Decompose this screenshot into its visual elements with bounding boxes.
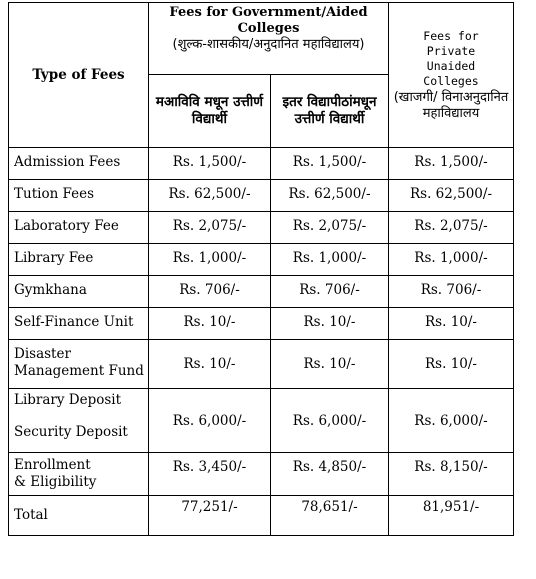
- fee-type-label: Library Deposit: [14, 392, 122, 408]
- fee-type-label: Self-Finance Unit: [9, 308, 149, 340]
- fee-value: Rs. 1,500/-: [389, 148, 514, 180]
- fee-value: Rs. 2,075/-: [389, 212, 514, 244]
- fee-value: Rs. 1,500/-: [271, 148, 389, 180]
- fee-type-label: Tution Fees: [9, 180, 149, 212]
- total-label: Total: [9, 496, 149, 536]
- deposit-labels: [9, 389, 149, 453]
- gov-aided-marathi: (शुल्क-शासकीय/अनुदानित महाविद्यालय): [172, 37, 365, 52]
- fees-table: [8, 2, 514, 536]
- fee-value: Rs. 1,500/-: [149, 148, 271, 180]
- fee-value: Rs. 1,000/-: [389, 244, 514, 276]
- table-row: [9, 276, 514, 308]
- fee-value: Rs. 62,500/-: [149, 180, 271, 212]
- total-value: 81,951/-: [389, 496, 514, 536]
- fee-value: Rs. 6,000/-: [389, 389, 514, 453]
- fee-value: Rs. 8,150/-: [389, 453, 514, 496]
- fee-value: Rs. 62,500/-: [271, 180, 389, 212]
- fee-type-label: Admission Fees: [9, 148, 149, 180]
- fee-type-label: Library Fee: [9, 244, 149, 276]
- fee-value: Rs. 2,075/-: [149, 212, 271, 244]
- header-row: [9, 3, 514, 75]
- fee-value: Rs. 10/-: [271, 308, 389, 340]
- fee-value: Rs. 6,000/-: [149, 389, 271, 453]
- gov-aided-title: Fees for Government/Aided Colleges: [169, 5, 368, 36]
- table-row: [9, 389, 514, 453]
- total-value: 78,651/-: [271, 496, 389, 536]
- fee-type-label: Laboratory Fee: [9, 212, 149, 244]
- fee-value: Rs. 706/-: [149, 276, 271, 308]
- mauhs-students-header: मआविवि मधून उत्तीर्ण विद्यार्थी: [149, 75, 271, 148]
- private-marathi: (खाजगी/ विनाअनुदानित महाविद्यालय: [393, 90, 509, 121]
- fee-value: Rs. 3,450/-: [149, 453, 271, 496]
- other-university-students-header: इतर विद्यापीठांमधून उत्तीर्ण विद्यार्थी: [271, 75, 389, 148]
- fee-value: Rs. 706/-: [389, 276, 514, 308]
- gov-aided-header: [149, 3, 389, 75]
- table-row: [9, 308, 514, 340]
- fee-value: Rs. 62,500/-: [389, 180, 514, 212]
- type-of-fees-header: Type of Fees: [9, 3, 149, 148]
- private-title-line: Colleges: [423, 74, 479, 88]
- fee-value: Rs. 1,000/-: [271, 244, 389, 276]
- private-title-line: Unaided: [426, 59, 476, 73]
- fee-value: Rs. 10/-: [149, 340, 271, 389]
- fee-value: Rs. 10/-: [389, 340, 514, 389]
- table-row: [9, 244, 514, 276]
- fee-type-label: Enrollment: [14, 457, 91, 473]
- fee-type-label: Disaster Management Fund: [9, 340, 149, 389]
- table-row: [9, 180, 514, 212]
- table-row: [9, 212, 514, 244]
- fee-value: Rs. 10/-: [271, 340, 389, 389]
- private-title-line: Private: [426, 44, 476, 58]
- fee-type-label: Gymkhana: [9, 276, 149, 308]
- fee-value: Rs. 4,850/-: [271, 453, 389, 496]
- total-row: [9, 496, 514, 536]
- table-row: [9, 453, 514, 496]
- fee-value: Rs. 706/-: [271, 276, 389, 308]
- fee-value: Rs. 10/-: [389, 308, 514, 340]
- table-row: [9, 148, 514, 180]
- fee-value: Rs. 1,000/-: [149, 244, 271, 276]
- fee-value: Rs. 6,000/-: [271, 389, 389, 453]
- private-title-line: Fees for: [423, 29, 479, 43]
- fee-value: Rs. 2,075/-: [271, 212, 389, 244]
- total-value: 77,251/-: [149, 496, 271, 536]
- private-unaided-header: [389, 3, 514, 148]
- fee-value: Rs. 10/-: [149, 308, 271, 340]
- fee-type-label: Security Deposit: [14, 424, 128, 440]
- enrollment-labels: [9, 453, 149, 496]
- fee-type-label: & Eligibility: [14, 474, 97, 490]
- table-row: [9, 340, 514, 389]
